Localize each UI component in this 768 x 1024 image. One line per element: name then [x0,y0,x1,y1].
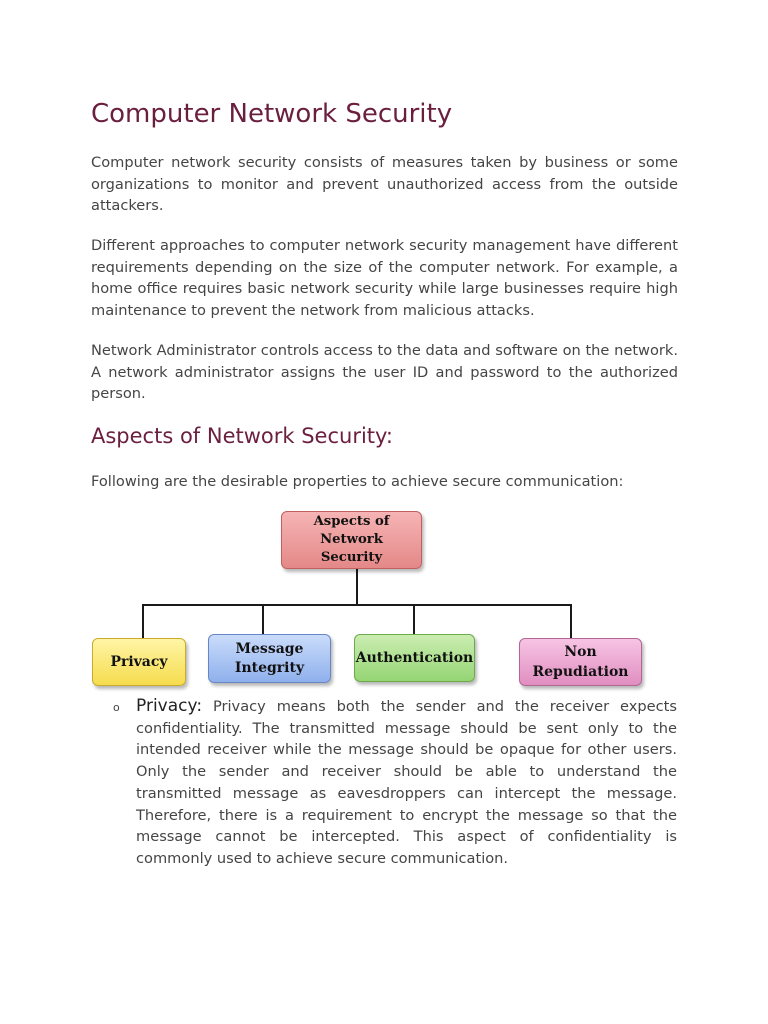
page-title: Computer Network Security [91,99,453,129]
diagram-box-privacy-label: Privacy [110,654,168,670]
connector-non-repudiation [570,604,572,638]
bullet-marker: o [113,701,120,714]
bullet-privacy-text: Privacy means both the sender and the receiver expects confidentiality. The transmitted message should be sent only to the intended receiver while the message should be opaque for other users. Only the sender and receiver should be able to understand the transmitted message as eavesdroppers can intercept the message. Therefore, there is a requirement to encrypt the message so that the message cannot be intercepted. This aspect of confidentiality is commonly used to achieve secure communication. [136,698,677,867]
bullet-privacy-heading: Privacy: [136,696,203,716]
diagram-box-integrity-line1: Message [235,640,304,657]
diagram-root-line1: Aspects of Network [313,514,390,547]
diagram-box-nonrep-line1: Non [564,644,597,660]
connector-root-stem [356,569,358,605]
diagram-box-privacy [92,638,186,686]
diagram-box-nonrep-line2: Repudiation [532,664,629,680]
diagram-box-authentication [354,634,475,682]
diagram-box-integrity-line2: Integrity [234,659,305,676]
section-intro: Following are the desirable properties to achieve secure communication: [91,473,624,490]
diagram-box-non-repudiation [519,638,642,686]
paragraph-administrator: Network Administrator controls access to the data and software on the network. A network administrator assigns the user ID and password to the authorized person. [91,342,678,403]
diagram-box-message-integrity [208,634,331,683]
connector-horizontal-bar [142,604,572,606]
connector-authentication [413,604,415,634]
section-heading: Aspects of Network Security: [91,424,394,448]
diagram-box-authentication-label: Authentication [355,650,474,666]
diagram-root-line2: Security [320,550,383,565]
diagram-root-box [281,511,422,569]
paragraph-definition: Computer network security consists of measures taken by business or some organizations to monitor and prevent unauthorized access from the outside attackers. [91,154,678,215]
connector-integrity [262,604,264,634]
connector-privacy [142,604,144,638]
bullet-privacy [136,696,677,870]
paragraph-approaches: Different approaches to computer network security management have different requirements depending on the size of the computer network. For example, a home office requires basic network security while large businesses require high maintenance to prevent the network from malicious attacks. [91,237,678,320]
